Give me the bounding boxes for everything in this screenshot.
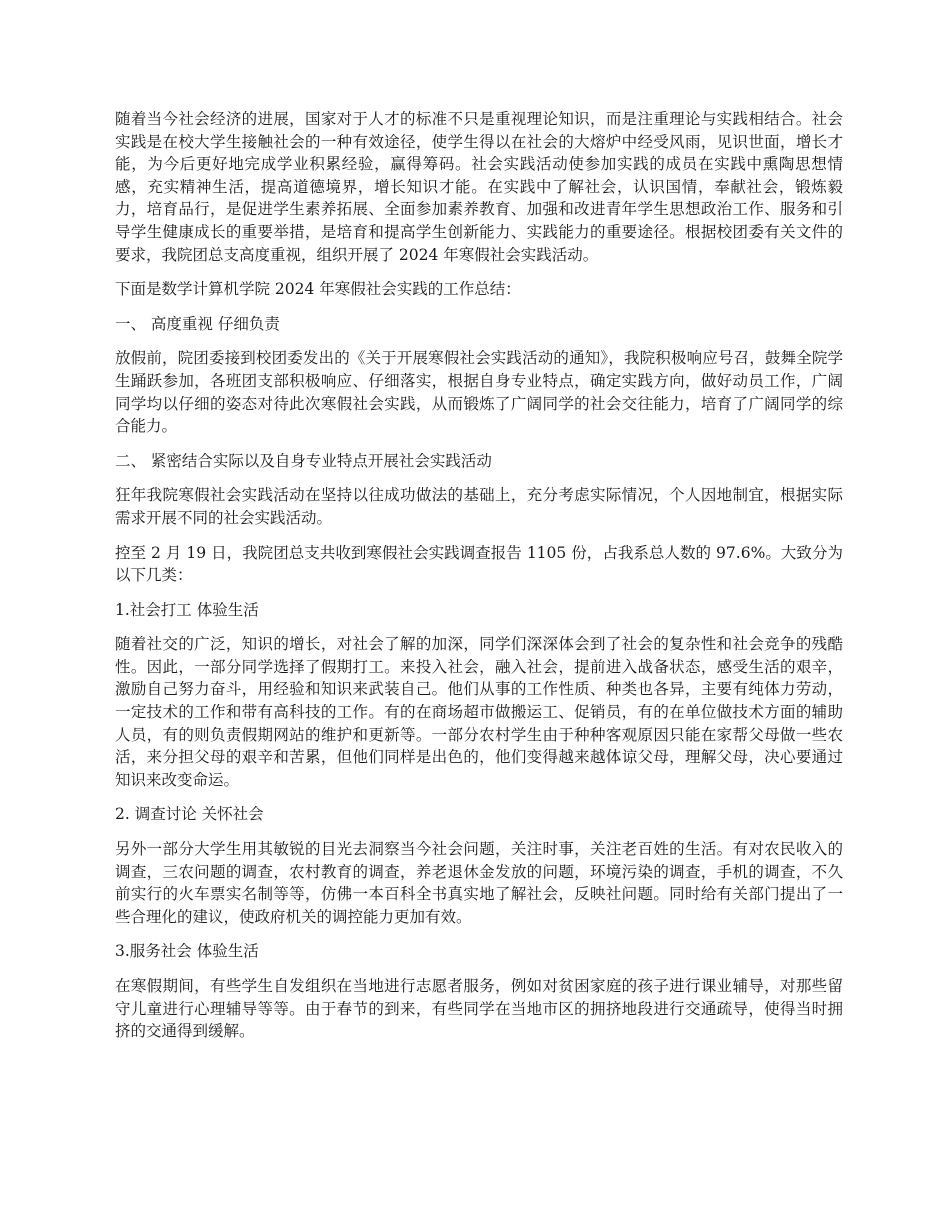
report-count-paragraph: 控至 2 月 19 日，我院团总支共收到寒假社会实践调查报告 1105 份，占我系总人数的 97.6%。大致分为以下几类：: [115, 543, 843, 585]
subsection-1-paragraph: 随着社交的广泛，知识的增长，对社会了解的加深，同学们深深体会到了社会的复杂性和社会竞争的残酷性。因此，一部分同学选择了假期打工。来投入社会，融入社会，提前进入战备状态，感受生活的艰辛，激励自己努力奋斗，用经验和知识来武装自己。他们从事的工作性质、种类也各异，主要有纯体力劳动，一定技术的工作和带有高科技的工作。有的在商场超市做搬运工、促销员，有的在单位做技术方面的辅助人员，有的则负责假期网站的维护和更新等。一部分农村学生由于种种客观原因只能在家帮父母做一些农活，来分担父母的艰辛和苦累，但他们同样是出色的，他们变得越来越体谅父母，理解父母，决心要通过知识来改变命运。: [115, 635, 843, 789]
section-heading-2: 二、 紧密结合实际以及自身专业特点开展社会实践活动: [115, 451, 492, 470]
section-heading-1: 一、 高度重视 仔细负责: [115, 314, 280, 333]
section-2-paragraph: 狂年我院寒假社会实践活动在坚持以往成功做法的基础上，充分考虑实际情况，个人因地制宜，根据实际需求开展不同的社会实践活动。: [115, 486, 843, 527]
subsection-2-paragraph: 另外一部分大学生用其敏锐的目光去洞察当今社会问题，关注时事，关注老百姓的生活。有对农民收入的调查，三农问题的调查，农村教育的调查，养老退休金发放的问题，环境污染的调查，手机的调查，不久前实行的火车票实名制等等，仿佛一本百科全书真实地了解社会，反映社问题。同时给有关部门提出了一些合理化的建议，使政府机关的调控能力更加有效。: [115, 840, 843, 926]
subsection-heading-1: 1.社会打工 体验生活: [115, 600, 259, 619]
intro-paragraph: 随着当今社会经济的进展，国家对于人才的标准不只是重视理论知识，而是注重理论与实践相结合。社会实践是在校大学生接触社会的一种有效途径，使学生得以在社会的大熔炉中经受风雨，见识世面，增长才能，为今后更好地完成学业积累经验，赢得筹码。社会实践活动使参加实践的成员在实践中熏陶思想情感，充实精神生活，提高道德境界，增长知识才能。在实践中了解社会，认识国情，奉献社会，锻炼毅力，培育品行，是促进学生素养拓展、全面参加素养教育、加强和改进青年学生思想政治工作、服务和引导学生健康成长的重要举措，是培育和提高学生创新能力、实践能力的重要途径。根据校团委有关文件的要求，我院团总支高度重视，组织开展了 2024 年寒假社会实践活动。: [115, 110, 843, 264]
subsection-heading-2: 2. 调查讨论 关怀社会: [115, 805, 264, 824]
subsection-3-paragraph: 在寒假期间，有些学生自发组织在当地进行志愿者服务，例如对贫困家庭的孩子进行课业辅导，对那些留守儿童进行心理辅导等等。由于春节的到来，有些同学在当地市区的拥挤地段进行交通疏导，使得当时拥挤的交通得到缓解。: [115, 977, 843, 1041]
subsection-heading-3: 3.服务社会 体验生活: [115, 942, 259, 961]
summary-lead: 下面是数学计算机学院 2024 年寒假社会实践的工作总结：: [115, 280, 521, 299]
section-1-paragraph: 放假前，院团委接到校团委发出的《关于开展寒假社会实践活动的通知》，我院积极响应号召，鼓舞全院学生踊跃参加，各班团支部积极响应、仔细落实，根据自身专业特点，确定实践方向，做好动员工作，广阔同学均以仔细的姿态对待此次寒假社会实践，从而锻炼了广阔同学的社会交往能力，培育了广阔同学的综合能力。: [115, 349, 843, 436]
document-page: [115, 108, 843, 1055]
